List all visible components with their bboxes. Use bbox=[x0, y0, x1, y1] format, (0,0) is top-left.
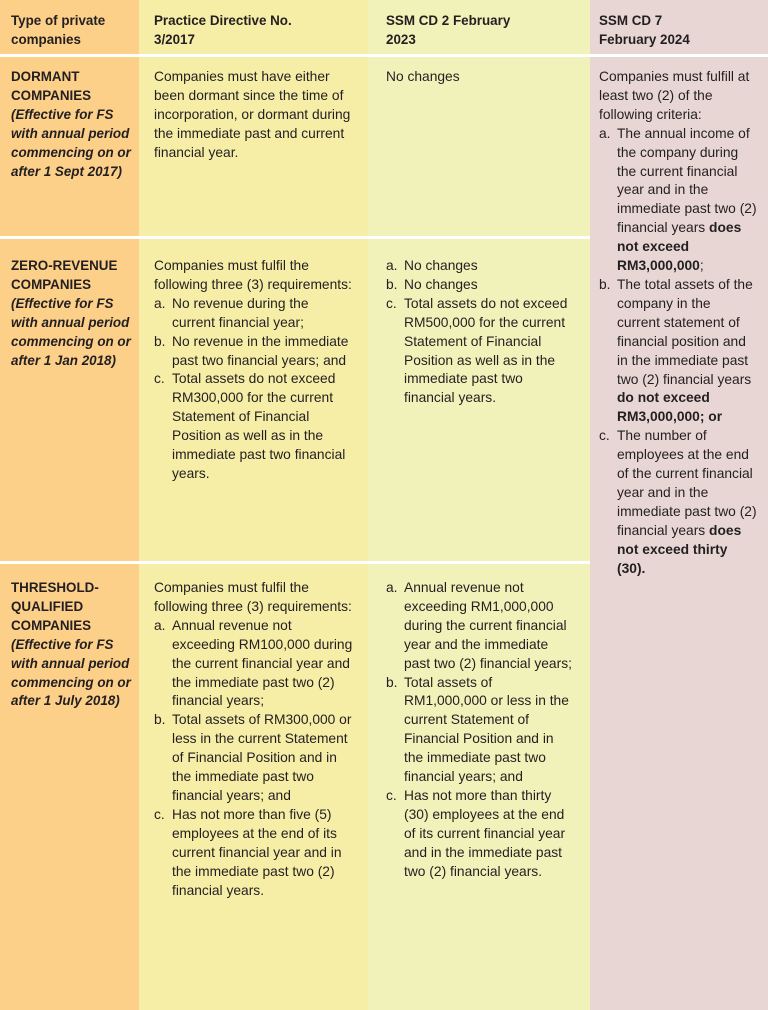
list-marker: a. bbox=[154, 295, 166, 311]
list-item-text: No revenue during the current financial year; bbox=[172, 295, 309, 330]
list-item bbox=[154, 711, 354, 806]
header-company-type: Type of private companies bbox=[11, 13, 106, 47]
cd7-criteria bbox=[599, 68, 757, 578]
row-label-threshold bbox=[11, 579, 137, 711]
threshold-pd-intro: Companies must fulfil the following three (3) requirements: bbox=[154, 580, 352, 614]
header-practice-directive: Practice Directive No. 3/2017 bbox=[154, 13, 292, 47]
list-item-emphasis: does not exceed RM3,000,000 bbox=[617, 220, 742, 274]
list-item bbox=[154, 806, 354, 901]
header-divider bbox=[0, 54, 768, 57]
list-marker: c. bbox=[386, 295, 397, 311]
list-item bbox=[154, 617, 354, 712]
zero-revenue-cd2-list bbox=[386, 257, 576, 408]
list-item-text: No changes bbox=[404, 258, 478, 273]
list-item-text: Total assets do not exceed RM500,000 for the current Statement of Financial Position as well as in the immediate past two financial years. bbox=[404, 295, 568, 406]
dormant-title: DORMANT COMPANIES bbox=[11, 69, 92, 103]
row-divider-1 bbox=[0, 236, 590, 239]
list-item bbox=[386, 579, 576, 674]
list-item bbox=[599, 276, 757, 427]
list-item-text: Annual revenue not exceeding RM100,000 during the current financial year and the immediate past two (2) financial years; bbox=[172, 617, 353, 709]
zero-revenue-note: (Effective for FS with annual period commencing on or after 1 Jan 2018) bbox=[11, 295, 131, 368]
list-item bbox=[386, 787, 576, 882]
list-marker: c. bbox=[599, 428, 610, 444]
list-marker: c. bbox=[154, 371, 165, 387]
dormant-pd-text: Companies must have either been dormant since the time of incorporation, or dormant during the immediate past and current financial year. bbox=[154, 69, 351, 160]
dormant-note: (Effective for FS with annual period commencing on or after 1 Sept 2017) bbox=[11, 106, 131, 179]
list-marker: a. bbox=[386, 258, 398, 273]
list-item-text: Has not more than five (5) employees at the end of its current financial year and in the immediate past two (2) financial years. bbox=[172, 806, 342, 898]
list-item-text: The annual income of the company during the current financial year and in the immediate past two (2) financial years bbox=[617, 125, 757, 236]
row-divider-2 bbox=[0, 561, 590, 564]
list-marker: c. bbox=[386, 787, 397, 803]
list-item bbox=[386, 257, 576, 276]
header-ssm-cd7: SSM CD 7 February 2024 bbox=[599, 13, 690, 47]
threshold-note: (Effective for FS with annual period commencing on or after 1 July 2018) bbox=[11, 636, 131, 709]
list-marker: b. bbox=[154, 712, 166, 728]
list-item-emphasis: do not exceed RM3,000,000; or bbox=[617, 390, 723, 425]
list-item bbox=[386, 276, 576, 295]
zero-revenue-pd-intro: Companies must fulfil the following three (3) requirements: bbox=[154, 258, 352, 292]
list-item-text: Total assets of RM300,000 or less in the current Statement of Financial Position and in the immediate past two financial years; and bbox=[172, 712, 352, 803]
list-item-emphasis: does not exceed thirty (30). bbox=[617, 522, 742, 576]
list-item bbox=[599, 427, 757, 578]
list-item-text: Total assets do not exceed RM300,000 for the current Statement of Financial Position as well as in the immediate past two financial years. bbox=[172, 371, 346, 481]
list-marker: b. bbox=[154, 333, 166, 349]
list-item-tail: ; bbox=[699, 258, 704, 274]
list-item bbox=[154, 370, 354, 483]
threshold-pd bbox=[154, 579, 354, 900]
zero-revenue-cd2 bbox=[386, 257, 576, 408]
row-label-dormant bbox=[11, 68, 137, 181]
cd7-intro: Companies must fulfill at least two (2) of the following criteria: bbox=[599, 69, 750, 122]
cd7-list bbox=[599, 125, 757, 579]
list-item bbox=[386, 674, 576, 787]
list-marker: a. bbox=[154, 617, 166, 633]
list-marker: b. bbox=[386, 276, 398, 292]
threshold-title: THRESHOLD-QUALIFIED COMPANIES bbox=[11, 580, 99, 633]
list-item-text: Total assets of RM1,000,000 or less in the current Statement of Financial Position and in the immediate past two financial years; and bbox=[404, 674, 569, 785]
threshold-cd2 bbox=[386, 579, 576, 882]
list-marker: b. bbox=[386, 674, 398, 690]
zero-revenue-pd bbox=[154, 257, 354, 484]
dormant-cd2-text: No changes bbox=[386, 69, 460, 84]
list-item bbox=[154, 333, 354, 371]
list-marker: b. bbox=[599, 276, 611, 292]
list-item-text: Annual revenue not exceeding RM1,000,000 during the current financial year and the immediate past two (2) financial years; bbox=[404, 580, 572, 671]
threshold-cd2-list bbox=[386, 579, 576, 882]
zero-revenue-title: ZERO-REVENUE COMPANIES bbox=[11, 258, 118, 292]
list-marker: a. bbox=[599, 125, 611, 141]
list-item-text: No changes bbox=[404, 276, 478, 292]
threshold-pd-list bbox=[154, 617, 354, 901]
list-marker: c. bbox=[154, 806, 165, 822]
list-item-text: Has not more than thirty (30) employees at the end of its current financial year and in the immediate past two (2) financial years. bbox=[404, 787, 566, 879]
row-label-zero-revenue bbox=[11, 257, 137, 370]
list-marker: a. bbox=[386, 580, 398, 595]
zero-revenue-pd-list bbox=[154, 295, 354, 484]
list-item bbox=[599, 125, 757, 276]
header-ssm-cd2: SSM CD 2 February 2023 bbox=[386, 13, 511, 47]
list-item bbox=[386, 295, 576, 408]
list-item-text: The total assets of the company in the current statement of financial position and in the immediate past two (2) financial years bbox=[617, 276, 753, 387]
list-item bbox=[154, 295, 354, 333]
list-item-text: The number of employees at the end of the current financial year and in the immediate past two (2) financial years bbox=[617, 428, 757, 538]
list-item-text: No revenue in the immediate past two financial years; and bbox=[172, 333, 349, 368]
